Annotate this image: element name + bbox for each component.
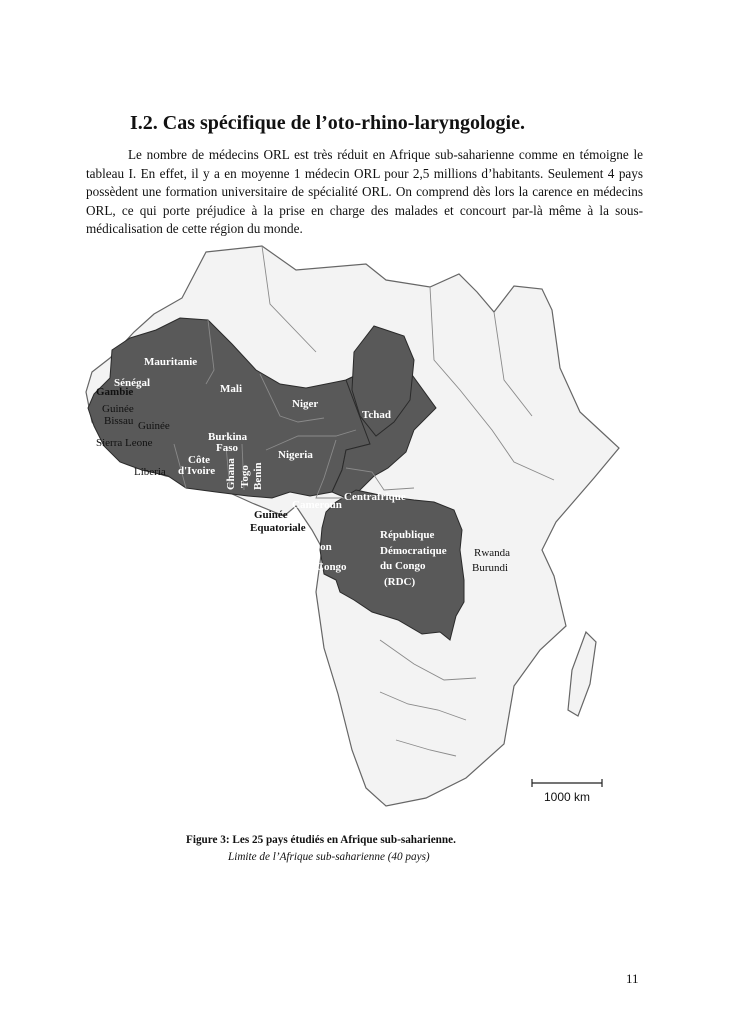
label-ghana: Ghana (225, 458, 237, 490)
label-cote-ivoire-2: d'Ivoire (178, 465, 216, 477)
label-congo: Congo (316, 561, 347, 573)
label-cameroun: Cameroun (292, 499, 342, 511)
label-centrafrique: Centrafrique (344, 491, 406, 503)
label-mauritanie: Mauritanie (144, 356, 198, 368)
label-guinee-equatoriale-1: Guinée (254, 509, 288, 521)
africa-map (84, 240, 624, 825)
label-tchad: Tchad (362, 409, 391, 421)
label-liberia: Liberia (134, 466, 166, 478)
figure-subcaption: Limite de l’Afrique sub-saharienne (40 pays) (228, 851, 430, 863)
label-niger: Niger (292, 398, 319, 410)
label-nigeria: Nigeria (278, 449, 313, 461)
label-senegal: Sénégal (114, 377, 151, 389)
figure-caption: Figure 3: Les 25 pays étudiés en Afrique sub-saharienne. (186, 834, 456, 846)
label-rdc-1: République (380, 529, 435, 541)
label-togo: Togo (239, 465, 251, 488)
label-gambie: Gambie (96, 386, 134, 398)
label-burkina-2: Faso (216, 442, 238, 454)
label-gabon: Gabon (300, 541, 332, 553)
label-sierra-leone: Sierra Leone (96, 437, 153, 449)
page-number: 11 (626, 971, 639, 986)
label-rdc-4: (RDC) (384, 576, 416, 588)
madagascar (568, 632, 596, 716)
label-guinee-bissau-1: Guinée (102, 403, 134, 415)
label-burkina-1: Burkina (208, 431, 248, 443)
section-heading: I.2. Cas spécifique de l’oto-rhino-laryngologie. (130, 112, 525, 134)
label-guinee-equatoriale-2: Equatoriale (250, 522, 306, 534)
label-guinee: Guinée (138, 420, 170, 432)
label-rwanda: Rwanda (474, 547, 511, 559)
label-burundi: Burundi (472, 562, 509, 574)
label-rdc-2: Démocratique (380, 545, 447, 557)
label-guinee-bissau-2: Bissau (104, 415, 134, 427)
body-paragraph: Le nombre de médecins ORL est très réduit en Afrique sub-saharienne comme en témoigne le tableau I. En effet, il y a en moyenne 1 médecin ORL pour 2,5 millions d’habitants. Seulement 4 pays possèdent une formation universitaire de spécialité ORL. On comprend dès lors la carence en médecins ORL, ce qui porte préjudice à la prise en charge des malades et concourt par-là même à la sous-médicalisation de cette région du monde. (86, 147, 643, 237)
scale-label: 1000 km (544, 790, 591, 804)
label-benin: Benin (252, 462, 264, 490)
label-cote-ivoire-1: Côte (188, 454, 210, 466)
label-mali: Mali (220, 383, 242, 395)
label-rdc-3: du Congo (380, 560, 426, 572)
